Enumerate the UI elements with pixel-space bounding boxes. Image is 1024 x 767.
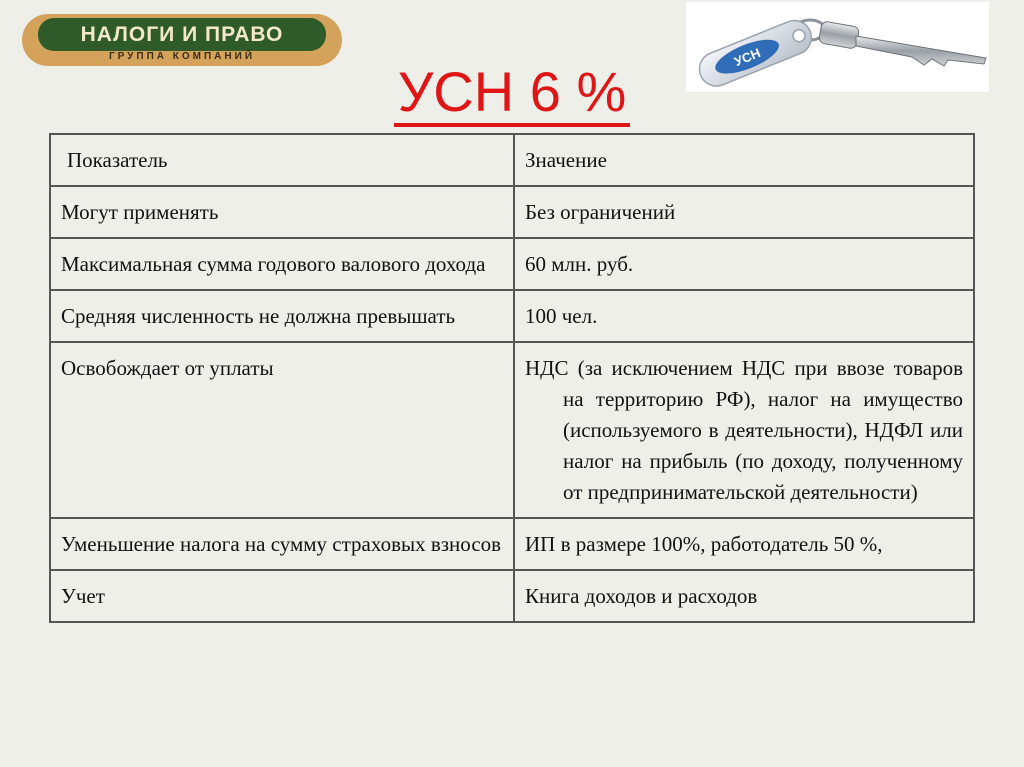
row-value: 100 чел.	[514, 290, 974, 342]
row-value: 60 млн. руб.	[514, 238, 974, 290]
header-indicator: Показатель	[50, 134, 514, 186]
table-row	[50, 238, 974, 290]
row-value: Без ограничений	[514, 186, 974, 238]
row-value: НДС (за исключением НДС при ввозе товаров на территорию РФ), налог на имущество (используемого в деятельности), НДФЛ или налог на прибыль (по доходу, полученному от предпринимательской деятельности)	[514, 342, 974, 518]
row-value: ИП в размере 100%, работодатель 50 %,	[514, 518, 974, 570]
row-indicator: Учет	[50, 570, 514, 622]
header-value: Значение	[514, 134, 974, 186]
key-tag-label: УСН	[732, 45, 763, 70]
row-indicator: Могут применять	[50, 186, 514, 238]
table-row	[50, 570, 974, 622]
row-indicator: Уменьшение налога на сумму страховых взносов	[50, 518, 514, 570]
table-row	[50, 342, 974, 518]
slide-title	[0, 58, 1024, 125]
row-indicator: Освобождает от уплаты	[50, 342, 514, 518]
logo-main-text: НАЛОГИ И ПРАВО	[80, 22, 284, 46]
slide-title-text: УСН 6 %	[394, 60, 631, 127]
logo-banner	[38, 18, 326, 51]
row-value: Книга доходов и расходов	[514, 570, 974, 622]
logo-sub-text: ГРУППА КОМПАНИЙ	[108, 51, 256, 62]
row-indicator: Средняя численность не должна превышать	[50, 290, 514, 342]
tax-info-table	[49, 133, 975, 623]
table-row	[50, 518, 974, 570]
table-row	[50, 186, 974, 238]
table-header-row	[50, 134, 974, 186]
table-row	[50, 290, 974, 342]
row-indicator: Максимальная сумма годового валового дохода	[50, 238, 514, 290]
